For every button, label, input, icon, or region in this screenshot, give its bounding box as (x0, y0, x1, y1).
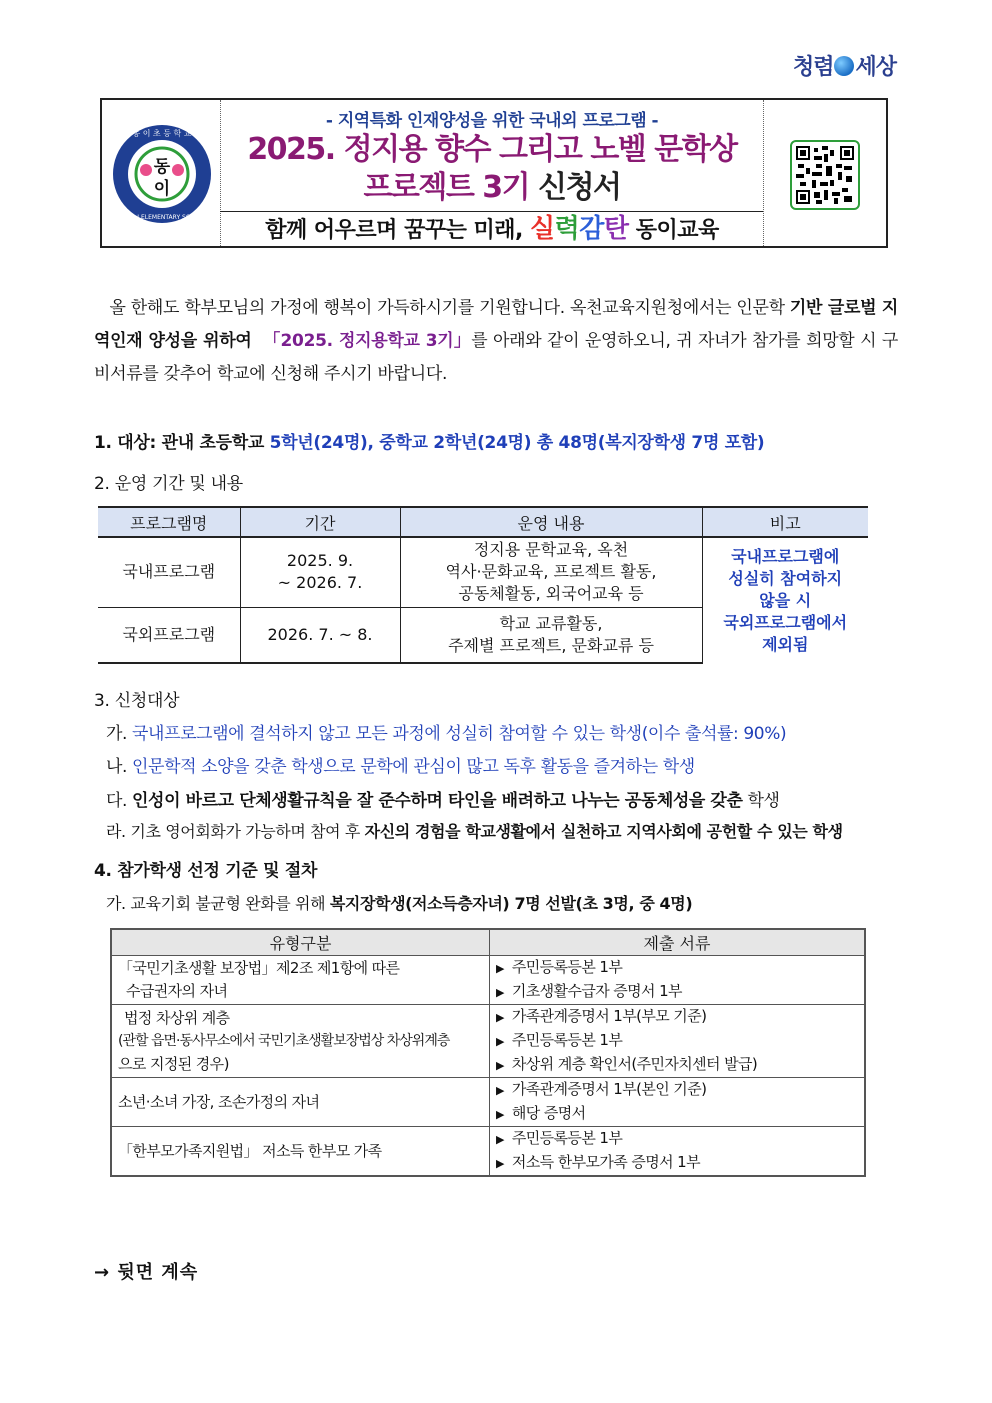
triangle-bullet-icon: ▶ (496, 1011, 504, 1024)
type-1-l1: 「국민기초생활 보장법」제2조 제1항에 따른 (118, 959, 400, 977)
svg-text:DONG-I ELEMENTARY SCHOOL: DONG-I ELEMENTARY SCHOOL (116, 214, 208, 221)
item-a-prefix: 가. (106, 724, 133, 744)
type-1 (111, 956, 490, 1005)
triangle-bullet-icon: ▶ (496, 986, 504, 999)
row1-period-l1: 2025. 9. (286, 551, 354, 571)
doc-text: 주민등록등본 1부 (511, 1031, 623, 1049)
row2-period: 2026. 7. ~ 8. (240, 607, 400, 663)
section-1-value: 5학년(24명), 중학교 2학년(24명) 총 48명(복지장학생 7명 포함) (269, 433, 765, 453)
table-row (111, 1078, 865, 1127)
doc-item (496, 956, 858, 980)
slogan-text-1: 함께 어우르며 꿈꾸는 미래, (265, 218, 531, 243)
triangle-bullet-icon: ▶ (496, 1035, 504, 1048)
type-2-l3: 으로 지정된 경우) (118, 1054, 229, 1073)
row2-content-l1: 학교 교류활동, (499, 613, 603, 633)
doc-item (496, 1078, 858, 1102)
row1-content (400, 537, 702, 607)
docs-4 (490, 1127, 866, 1177)
row1-content-l1: 정지용 문학교육, 옥천 (473, 540, 629, 560)
triangle-bullet-icon: ▶ (496, 1059, 504, 1072)
doc-text: 차상위 계층 확인서(주민자치센터 발급) (511, 1055, 758, 1073)
school-emblem-icon (110, 122, 214, 226)
brand-text-1: 청렴 (792, 55, 834, 80)
row2-name: 국외프로그램 (98, 607, 240, 663)
row1-period-l2: ~ 2026. 7. (277, 573, 363, 593)
doc-text: 기초생활수급자 증명서 1부 (511, 982, 682, 1000)
program-table (98, 506, 868, 664)
triangle-bullet-icon: ▶ (496, 1108, 504, 1121)
item-a-text: 국내프로그램에 결석하지 않고 모든 과정에 성실히 참여할 수 있는 학생(이수 출석률: 90%) (132, 724, 787, 744)
intro-text-3: 를 아래와 같이 운영하오니, 귀 자녀가 참가를 희망할 시 구비서류를 갖추어 학교에 신청해 주시기 바랍니다. (94, 331, 898, 384)
section-1 (94, 428, 764, 453)
header-subtitle: - 지역특화 인재양성을 위한 국내외 프로그램 - (325, 111, 659, 131)
triangle-bullet-icon: ▶ (496, 1133, 504, 1146)
slogan-char-1: 실 (530, 214, 555, 244)
brand-logo (793, 50, 896, 81)
type-2-l2: (관할 읍면·동사무소에서 국민기초생활보장법상 차상위계층 (118, 1032, 450, 1049)
slogan (220, 211, 764, 246)
section-4-item-a (106, 891, 692, 914)
item-c-text: 인성이 바르고 단체생활규칙을 잘 준수하며 타인을 배려하고 나누는 공동체성을 갖춘 (132, 791, 743, 811)
row1-period (240, 537, 400, 607)
table-row (111, 956, 865, 1005)
s4-item-a-prefix: 가. 교육기회 불균형 완화를 위해 (106, 894, 330, 913)
svg-text:동: 동 (153, 157, 171, 177)
th-program: 프로그램명 (98, 507, 240, 537)
svg-text:동 이 초 등 학 교: 동 이 초 등 학 교 (132, 129, 192, 138)
header-title-line2 (220, 169, 764, 207)
qr-cell (763, 100, 886, 246)
intro-program-name: 「2025. 정지용학교 3기」 (257, 331, 472, 351)
header-title-line1: 2025. 정지용 향수 그리고 노벨 문학상 (247, 132, 737, 167)
th-type: 유형구분 (111, 929, 490, 956)
item-c-prefix: 다. (106, 791, 133, 811)
qr-code-icon[interactable] (790, 140, 860, 210)
item-c-suffix: 학생 (742, 791, 780, 811)
documents-table-header (111, 929, 865, 956)
doc-text: 주민등록등본 1부 (511, 958, 623, 976)
slogan-char-2: 력 (554, 214, 580, 244)
section-3-item-c (106, 786, 780, 811)
item-b-text: 인문학적 소양을 갖춘 학생으로 문학에 관심이 많고 독후 활동을 즐겨하는 학생 (132, 757, 695, 777)
type-1-l2: 수급권자의 자녀 (126, 982, 228, 1000)
doc-item (496, 1151, 858, 1175)
type-2-l1: 법정 차상위 계층 (124, 1008, 230, 1027)
doc-item (496, 1029, 858, 1053)
doc-text: 주민등록등본 1부 (511, 1129, 623, 1147)
note-l3: 않을 시 (759, 590, 812, 610)
item-b-prefix: 나. (106, 757, 133, 777)
row1-name: 국내프로그램 (98, 537, 240, 607)
th-content: 운영 내용 (400, 507, 702, 537)
triangle-bullet-icon: ▶ (496, 962, 504, 975)
item-d-text: 자신의 경험을 학교생활에서 실천하고 지역사회에 공헌할 수 있는 학생 (364, 822, 843, 841)
row2-content (400, 607, 702, 663)
triangle-bullet-icon: ▶ (496, 1157, 504, 1170)
brand-text-2: 세상 (855, 55, 896, 80)
doc-item (496, 1005, 858, 1029)
note-l5: 제외됨 (762, 634, 809, 654)
item-d-prefix: 라. 기초 영어회화가 가능하며 참여 후 (106, 822, 365, 841)
intro-text-1: 올 한해도 학부모님의 가정에 행복이 가득하시기를 기원합니다. 옥천교육지원청에서는 인문학 (109, 298, 790, 318)
intro-text-bold: 기반 글로벌 지역인재 양성을 위하여 (94, 298, 899, 351)
doc-item (496, 980, 858, 1004)
section-3-title: 3. 신청대상 (94, 691, 180, 711)
doc-item (496, 1127, 858, 1151)
table-row (111, 1127, 865, 1177)
title-cell (220, 100, 764, 246)
triangle-bullet-icon: ▶ (496, 1084, 504, 1097)
title-application: 신청서 (529, 170, 621, 205)
program-table-header (98, 507, 868, 537)
intro-paragraph (94, 292, 898, 391)
note-l4: 국외프로그램에서 (723, 612, 848, 632)
doc-item (496, 1102, 858, 1126)
s4-item-a-text: 복지장학생(저소득층자녀) 7명 선발(초 3명, 중 4명) (329, 894, 693, 913)
type-3: 소년·소녀 가장, 조손가정의 자녀 (111, 1078, 490, 1127)
svg-text:이: 이 (153, 179, 171, 199)
globe-icon (834, 56, 854, 76)
section-4-title: 4. 참가학생 선정 기준 및 절차 (94, 861, 318, 881)
row1-content-l3: 공동체활동, 외국어교육 등 (458, 584, 644, 604)
th-docs: 제출 서류 (490, 929, 866, 956)
th-note: 비고 (702, 507, 868, 537)
doc-text: 가족관계증명서 1부(부모 기준) (511, 1007, 707, 1025)
header-box (100, 98, 888, 248)
slogan-char-3: 감 (579, 214, 604, 244)
slogan-char-4: 탄 (603, 214, 629, 244)
note-l1: 국내프로그램에 (731, 546, 840, 566)
table-row (111, 1005, 865, 1078)
th-period: 기간 (240, 507, 400, 537)
section-3-item-d (106, 819, 843, 842)
section-3-item-b (106, 752, 695, 777)
docs-1 (490, 956, 866, 1005)
title-project: 프로젝트 3기 (363, 170, 530, 205)
school-logo-cell (102, 100, 221, 246)
note-l2: 성실히 참여하지 (728, 568, 843, 588)
row2-content-l2: 주제별 프로젝트, 문화교류 등 (448, 635, 654, 655)
continue-note: → 뒷면 계속 (94, 1262, 199, 1283)
slogan-text-2: 동이교육 (628, 218, 719, 243)
section-1-label: 1. 대상: 관내 초등학교 (94, 433, 270, 453)
doc-text: 가족관계증명서 1부(본인 기준) (511, 1080, 707, 1098)
docs-2 (490, 1005, 866, 1078)
docs-3 (490, 1078, 866, 1127)
row1-content-l2: 역사·문화교육, 프로젝트 활동, (445, 562, 657, 582)
section-3-item-a (106, 719, 786, 744)
program-note (702, 537, 868, 663)
doc-item (496, 1053, 858, 1077)
documents-table (110, 928, 866, 1177)
section-2-title: 2. 운영 기간 및 내용 (94, 474, 243, 494)
table-row (98, 537, 868, 607)
doc-text: 해당 증명서 (511, 1104, 586, 1122)
type-4: 「한부모가족지원법」 저소득 한부모 가족 (111, 1127, 490, 1177)
type-2 (111, 1005, 490, 1078)
doc-text: 저소득 한부모가족 증명서 1부 (511, 1153, 701, 1171)
